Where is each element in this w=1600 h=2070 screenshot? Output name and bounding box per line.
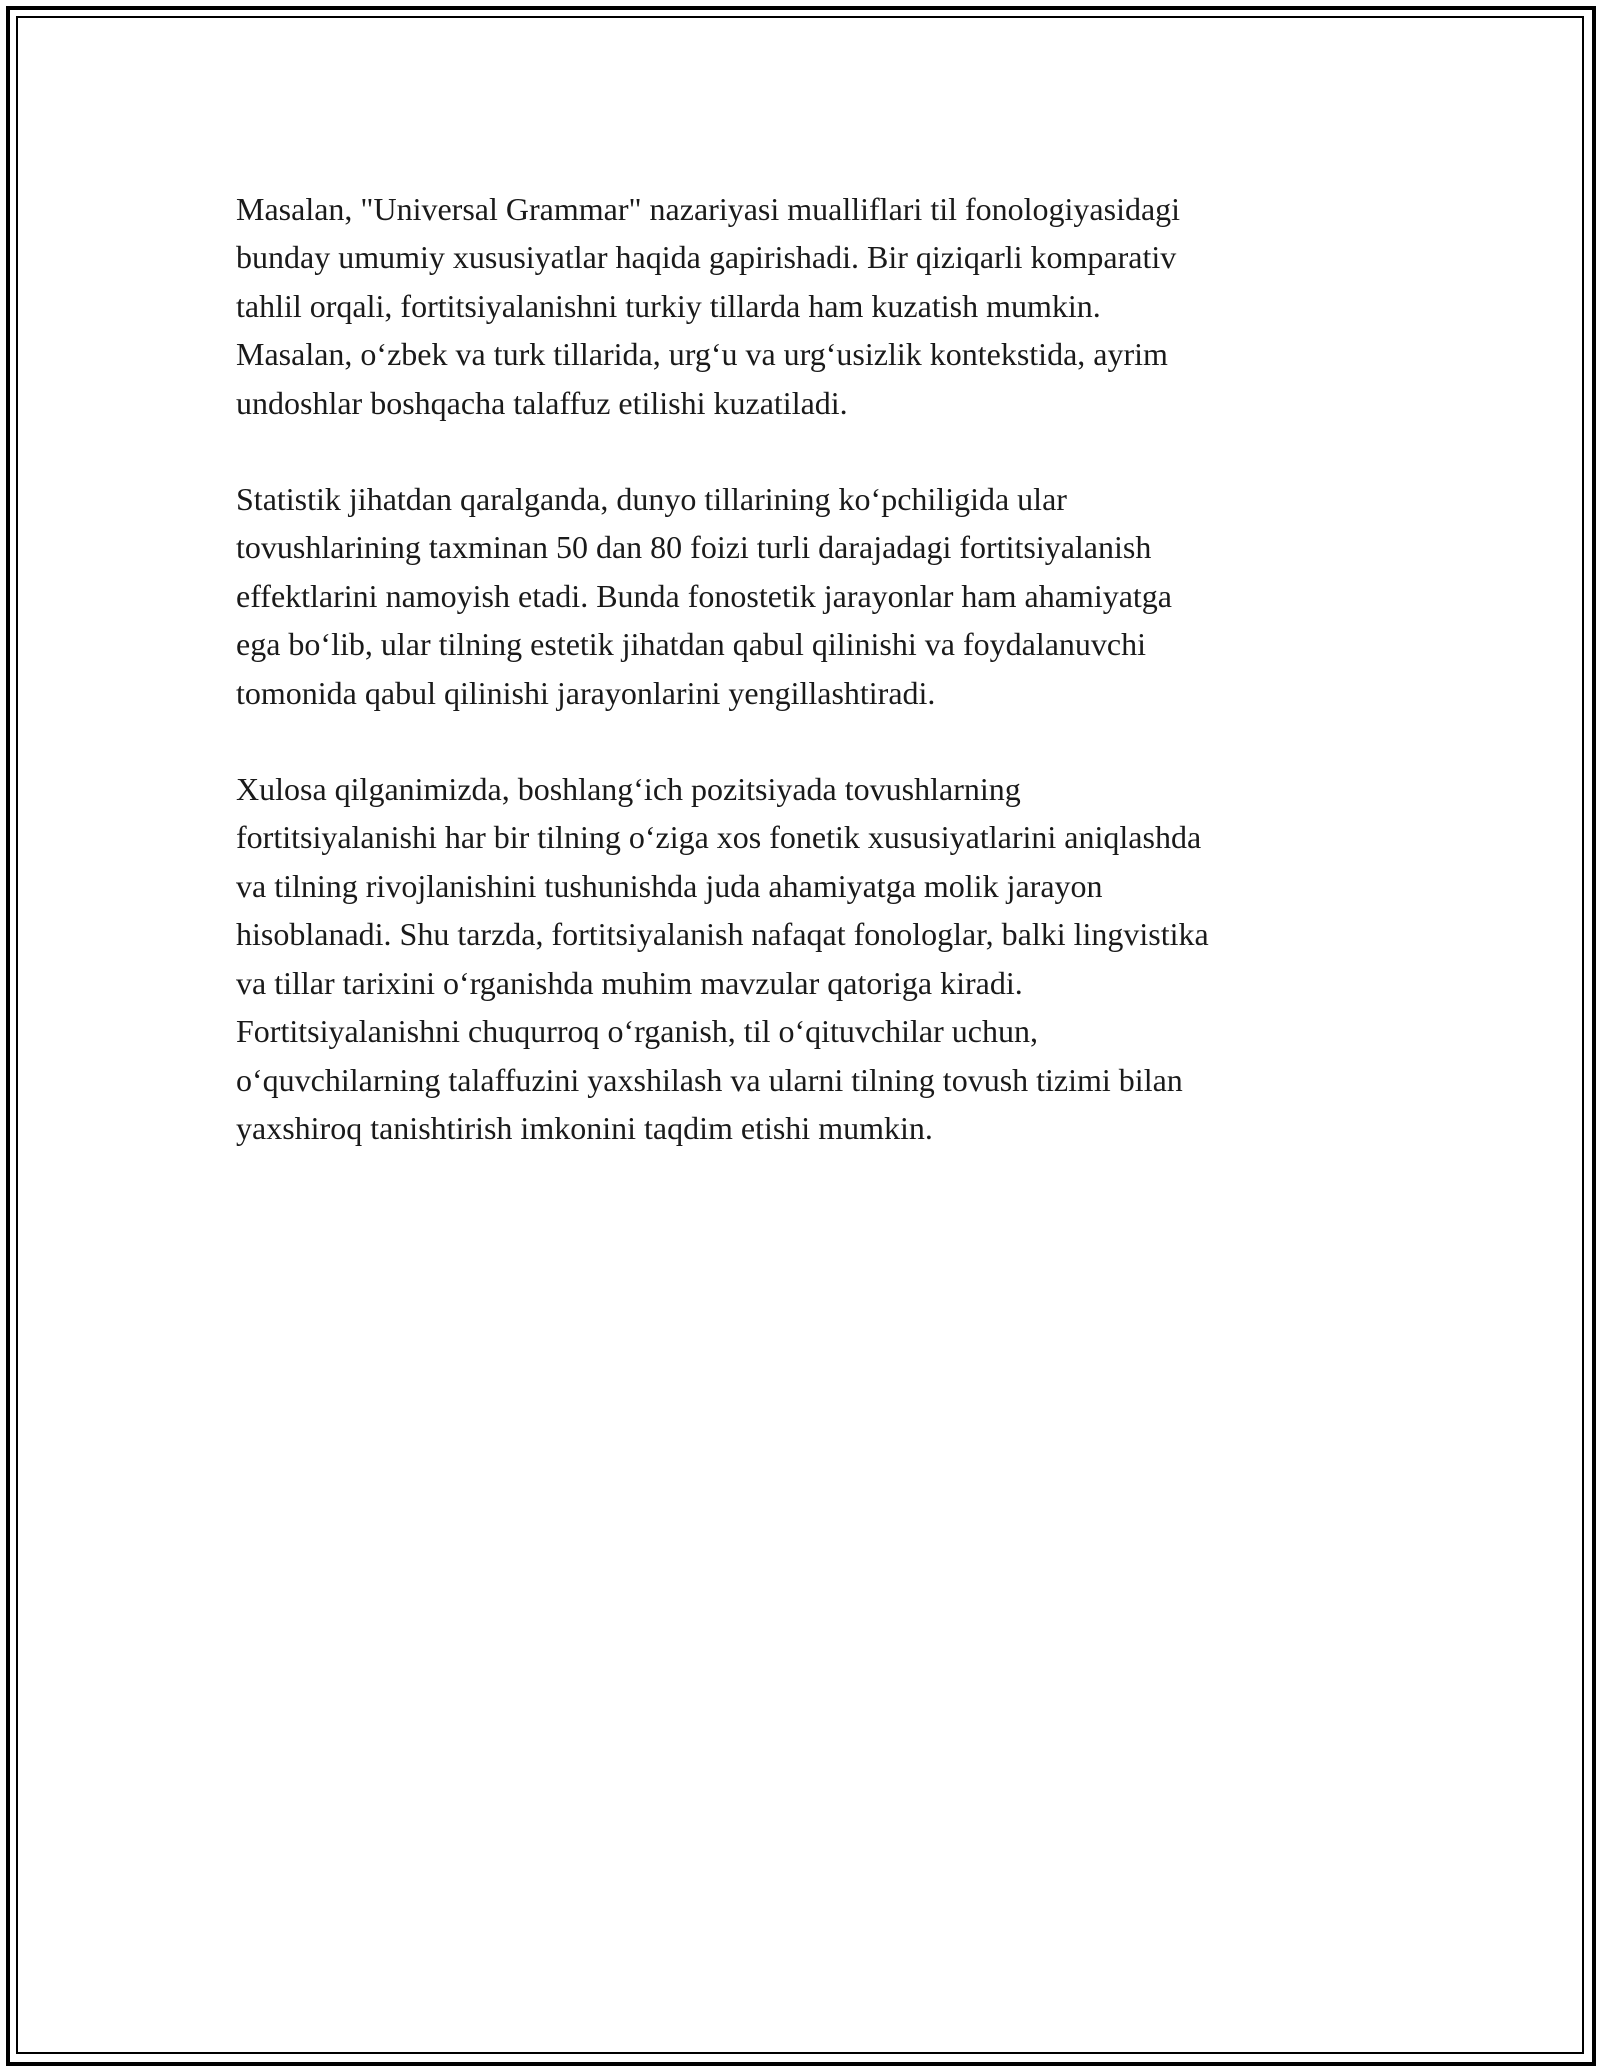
text-line: hisoblanadi. Shu tarzda, fortitsiyalanish nafaqat fonologlar, balki lingvistika bbox=[236, 916, 1209, 953]
text-line: Xulosa qilganimizda, boshlang‘ich pozitsiyada tovushlarning bbox=[236, 771, 1021, 808]
text-line: ega bo‘lib, ular tilning estetik jihatdan qabul qilinishi va foydalanuvchi bbox=[236, 626, 1147, 663]
text-line: Statistik jihatdan qaralganda, dunyo tillarining ko‘pchiligida ular bbox=[236, 481, 1067, 518]
text-line: tahlil orqali, fortitsiyalanishni turkiy tillarda ham kuzatish mumkin. bbox=[236, 287, 1101, 324]
text-line: Masalan, o‘zbek va turk tillarida, urg‘u va urg‘usizlik kontekstida, ayrim bbox=[236, 336, 1168, 373]
text-line: bunday umumiy xususiyatlar haqida gapirishadi. Bir qiziqarli komparativ bbox=[236, 239, 1177, 276]
paragraph-statistics bbox=[236, 475, 1356, 717]
text-line: tomonida qabul qilinishi jarayonlarini yengillashtiradi. bbox=[236, 674, 936, 711]
text-line: undoshlar boshqacha talaffuz etilishi kuzatiladi. bbox=[236, 384, 848, 421]
text-line: effektlarini namoyish etadi. Bunda fonostetik jarayonlar ham ahamiyatga bbox=[236, 577, 1172, 614]
text-line: Masalan, "Universal Grammar" nazariyasi mualliflari til fonologiyasidagi bbox=[236, 191, 1181, 227]
text-line: va tillar tarixini o‘rganishda muhim mavzular qatoriga kiradi. bbox=[236, 964, 1023, 1001]
text-line: tovushlarining taxminan 50 dan 80 foizi turli darajadagi fortitsiyalanish bbox=[236, 529, 1152, 566]
text-line: Fortitsiyalanishni chuqurroq o‘rganish, til o‘qituvchilar uchun, bbox=[236, 1013, 1038, 1050]
text-line: fortitsiyalanishi har bir tilning o‘ziga xos fonetik xususiyatlarini aniqlashda bbox=[236, 819, 1202, 856]
paragraph-conclusion bbox=[236, 765, 1356, 1152]
text-line: o‘quvchilarning talaffuzini yaxshilash va ularni tilning tovush tizimi bilan bbox=[236, 1061, 1183, 1098]
text-line: yaxshiroq tanishtirish imkonini taqdim etishi mumkin. bbox=[236, 1109, 933, 1146]
document-body bbox=[236, 185, 1356, 1200]
paragraph-universal-grammar bbox=[236, 185, 1356, 427]
text-line: va tilning rivojlanishini tushunishda juda ahamiyatga molik jarayon bbox=[236, 867, 1103, 904]
